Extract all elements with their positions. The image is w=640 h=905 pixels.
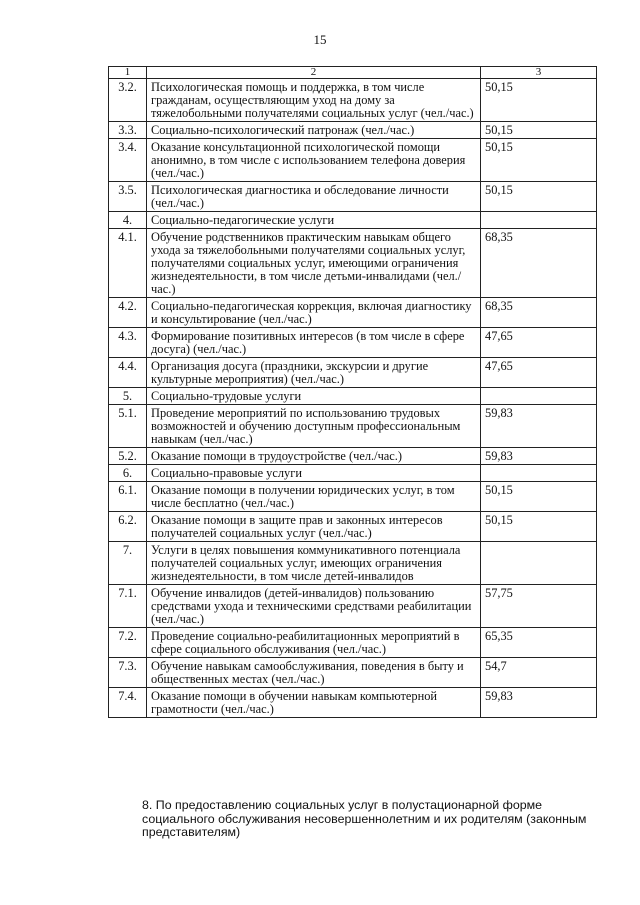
table-row <box>109 122 597 139</box>
row-number: 4.1. <box>109 229 147 298</box>
row-rate-value: 50,15 <box>481 512 597 542</box>
row-rate-value: 59,83 <box>481 448 597 465</box>
row-service-name: Социально-трудовые услуги <box>147 388 481 405</box>
table-row <box>109 448 597 465</box>
row-service-name: Социально-правовые услуги <box>147 465 481 482</box>
row-number: 3.2. <box>109 79 147 122</box>
row-rate-value <box>481 465 597 482</box>
row-rate-value: 59,83 <box>481 405 597 448</box>
row-rate-value: 50,15 <box>481 139 597 182</box>
row-service-name: Оказание помощи в защите прав и законных интересов получателей социальных услуг (чел./час.) <box>147 512 481 542</box>
row-number: 7.4. <box>109 688 147 718</box>
row-rate-value <box>481 542 597 585</box>
row-service-name: Услуги в целях повышения коммуникативного потенциала получателей социальных услуг, имеющих ограничения жизнедеятельности, в том числе детей-инвалидов <box>147 542 481 585</box>
column-header-2: 2 <box>147 67 481 79</box>
row-service-name: Оказание помощи в трудоустройстве (чел./час.) <box>147 448 481 465</box>
table-row <box>109 405 597 448</box>
table-row <box>109 465 597 482</box>
row-rate-value: 50,15 <box>481 122 597 139</box>
row-service-name: Организация досуга (праздники, экскурсии и другие культурные мероприятия) (чел./час.) <box>147 358 481 388</box>
row-rate-value <box>481 388 597 405</box>
row-service-name: Оказание консультационной психологической помощи анонимно, в том числе с использованием телефона доверия (чел./час.) <box>147 139 481 182</box>
table-row <box>109 512 597 542</box>
row-service-name: Психологическая диагностика и обследование личности (чел./час.) <box>147 182 481 212</box>
row-service-name: Проведение мероприятий по использованию трудовых возможностей и обучению доступным профессиональным навыкам (чел./час.) <box>147 405 481 448</box>
row-number: 7.3. <box>109 658 147 688</box>
row-service-name: Проведение социально-реабилитационных мероприятий в сфере социального обслуживания (чел./час.) <box>147 628 481 658</box>
row-number: 4.3. <box>109 328 147 358</box>
row-service-name: Социально-психологический патронаж (чел./час.) <box>147 122 481 139</box>
row-service-name: Обучение родственников практическим навыкам общего ухода за тяжелобольными получателями социальных услуг, получателями социальных услуг, имеющими ограничения жизнедеятельности, в том числе детьми-инвалидами (чел./час.) <box>147 229 481 298</box>
row-rate-value: 68,35 <box>481 298 597 328</box>
table-row <box>109 328 597 358</box>
row-number: 3.5. <box>109 182 147 212</box>
row-rate-value: 47,65 <box>481 358 597 388</box>
row-rate-value: 68,35 <box>481 229 597 298</box>
column-header-1: 1 <box>109 67 147 79</box>
page-number: 15 <box>313 32 327 47</box>
table-row <box>109 482 597 512</box>
row-service-name: Социально-педагогическая коррекция, включая диагностику и консультирование (чел./час.) <box>147 298 481 328</box>
row-rate-value: 50,15 <box>481 182 597 212</box>
table-row <box>109 182 597 212</box>
table-row <box>109 212 597 229</box>
row-service-name: Формирование позитивных интересов (в том числе в сфере досуга) (чел./час.) <box>147 328 481 358</box>
row-service-name: Психологическая помощь и поддержка, в том числе гражданам, осуществляющим уход на дому за тяжелобольными получателями социальных услуг (чел./час.) <box>147 79 481 122</box>
row-number: 4.2. <box>109 298 147 328</box>
table-row <box>109 658 597 688</box>
row-rate-value: 59,83 <box>481 688 597 718</box>
row-number: 3.3. <box>109 122 147 139</box>
row-number: 4.4. <box>109 358 147 388</box>
row-number: 4. <box>109 212 147 229</box>
row-number: 3.4. <box>109 139 147 182</box>
row-number: 6.2. <box>109 512 147 542</box>
row-number: 7.2. <box>109 628 147 658</box>
row-rate-value <box>481 212 597 229</box>
section-note <box>142 799 590 840</box>
table-row <box>109 628 597 658</box>
table-row <box>109 358 597 388</box>
table-header-row <box>109 67 597 79</box>
row-service-name: Оказание помощи в получении юридических услуг, в том числе бесплатно (чел./час.) <box>147 482 481 512</box>
table-row <box>109 298 597 328</box>
row-number: 7. <box>109 542 147 585</box>
row-rate-value: 57,75 <box>481 585 597 628</box>
table-row <box>109 229 597 298</box>
row-service-name: Социально-педагогические услуги <box>147 212 481 229</box>
row-rate-value: 50,15 <box>481 482 597 512</box>
table-row <box>109 542 597 585</box>
section-note-number: 8. <box>142 798 153 812</box>
row-number: 6. <box>109 465 147 482</box>
table-row <box>109 688 597 718</box>
section-note-text: По предоставлению социальных услуг в полустационарной форме социального обслуживания несовершеннолетним и их родителям (законным представителям) <box>142 798 587 839</box>
row-rate-value: 54,7 <box>481 658 597 688</box>
column-header-3: 3 <box>481 67 597 79</box>
row-service-name: Обучение навыкам самообслуживания, поведения в быту и общественных местах (чел./час.) <box>147 658 481 688</box>
row-number: 5.1. <box>109 405 147 448</box>
row-number: 7.1. <box>109 585 147 628</box>
table-row <box>109 79 597 122</box>
row-rate-value: 47,65 <box>481 328 597 358</box>
row-number: 6.1. <box>109 482 147 512</box>
table-row <box>109 388 597 405</box>
services-table <box>108 66 597 718</box>
row-number: 5. <box>109 388 147 405</box>
row-service-name: Оказание помощи в обучении навыкам компьютерной грамотности (чел./час.) <box>147 688 481 718</box>
row-number: 5.2. <box>109 448 147 465</box>
table-row <box>109 585 597 628</box>
table-row <box>109 139 597 182</box>
row-rate-value: 50,15 <box>481 79 597 122</box>
row-rate-value: 65,35 <box>481 628 597 658</box>
row-service-name: Обучение инвалидов (детей-инвалидов) пользованию средствами ухода и техническими средствами реабилитации (чел./час.) <box>147 585 481 628</box>
